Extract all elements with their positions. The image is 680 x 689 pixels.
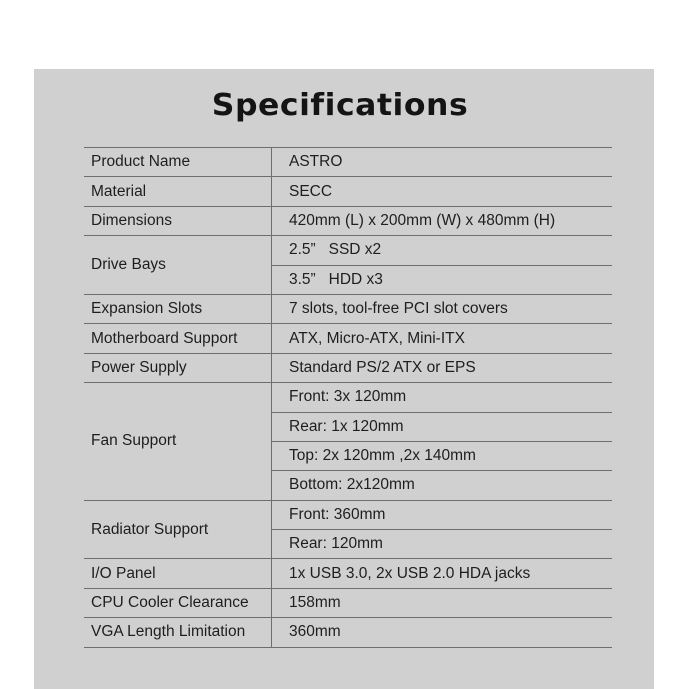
spec-value: SECC — [272, 177, 613, 206]
spec-value: Bottom: 2x120mm — [272, 471, 613, 500]
table-row — [84, 206, 612, 235]
spec-label: Power Supply — [84, 353, 272, 382]
page-title: Specifications — [211, 88, 469, 123]
table-row — [84, 588, 612, 617]
spec-value: 360mm — [272, 618, 613, 647]
spec-table — [84, 147, 612, 648]
spec-label: Motherboard Support — [84, 324, 272, 353]
spec-value: Top: 2x 120mm ,2x 140mm — [272, 441, 613, 470]
table-row — [84, 500, 612, 529]
spec-value: Standard PS/2 ATX or EPS — [272, 353, 613, 382]
table-row — [84, 324, 612, 353]
spec-value: Rear: 120mm — [272, 530, 613, 559]
spec-label: Drive Bays — [84, 236, 272, 295]
table-row — [84, 559, 612, 588]
table-row — [84, 353, 612, 382]
spec-label: Expansion Slots — [84, 294, 272, 323]
table-row — [84, 236, 612, 265]
spec-label: I/O Panel — [84, 559, 272, 588]
spec-label: Fan Support — [84, 383, 272, 501]
spec-label: CPU Cooler Clearance — [84, 588, 272, 617]
spec-value: 3.5” HDD x3 — [272, 265, 613, 294]
spec-value: ASTRO — [272, 148, 613, 177]
spec-label: Dimensions — [84, 206, 272, 235]
spec-label: Product Name — [84, 148, 272, 177]
spec-label: Material — [84, 177, 272, 206]
spec-value: Rear: 1x 120mm — [272, 412, 613, 441]
spec-value: 420mm (L) x 200mm (W) x 480mm (H) — [272, 206, 613, 235]
table-row — [84, 148, 612, 177]
spec-label: Radiator Support — [84, 500, 272, 559]
spec-value: 1x USB 3.0, 2x USB 2.0 HDA jacks — [272, 559, 613, 588]
table-row — [84, 294, 612, 323]
table-row — [84, 177, 612, 206]
table-row — [84, 383, 612, 412]
spec-label: VGA Length Limitation — [84, 618, 272, 647]
spec-value: Front: 3x 120mm — [272, 383, 613, 412]
spec-value: 158mm — [272, 588, 613, 617]
spec-value: 7 slots, tool-free PCI slot covers — [272, 294, 613, 323]
spec-value: ATX, Micro-ATX, Mini-ITX — [272, 324, 613, 353]
spec-value: 2.5” SSD x2 — [272, 236, 613, 265]
spec-value: Front: 360mm — [272, 500, 613, 529]
table-row — [84, 618, 612, 647]
